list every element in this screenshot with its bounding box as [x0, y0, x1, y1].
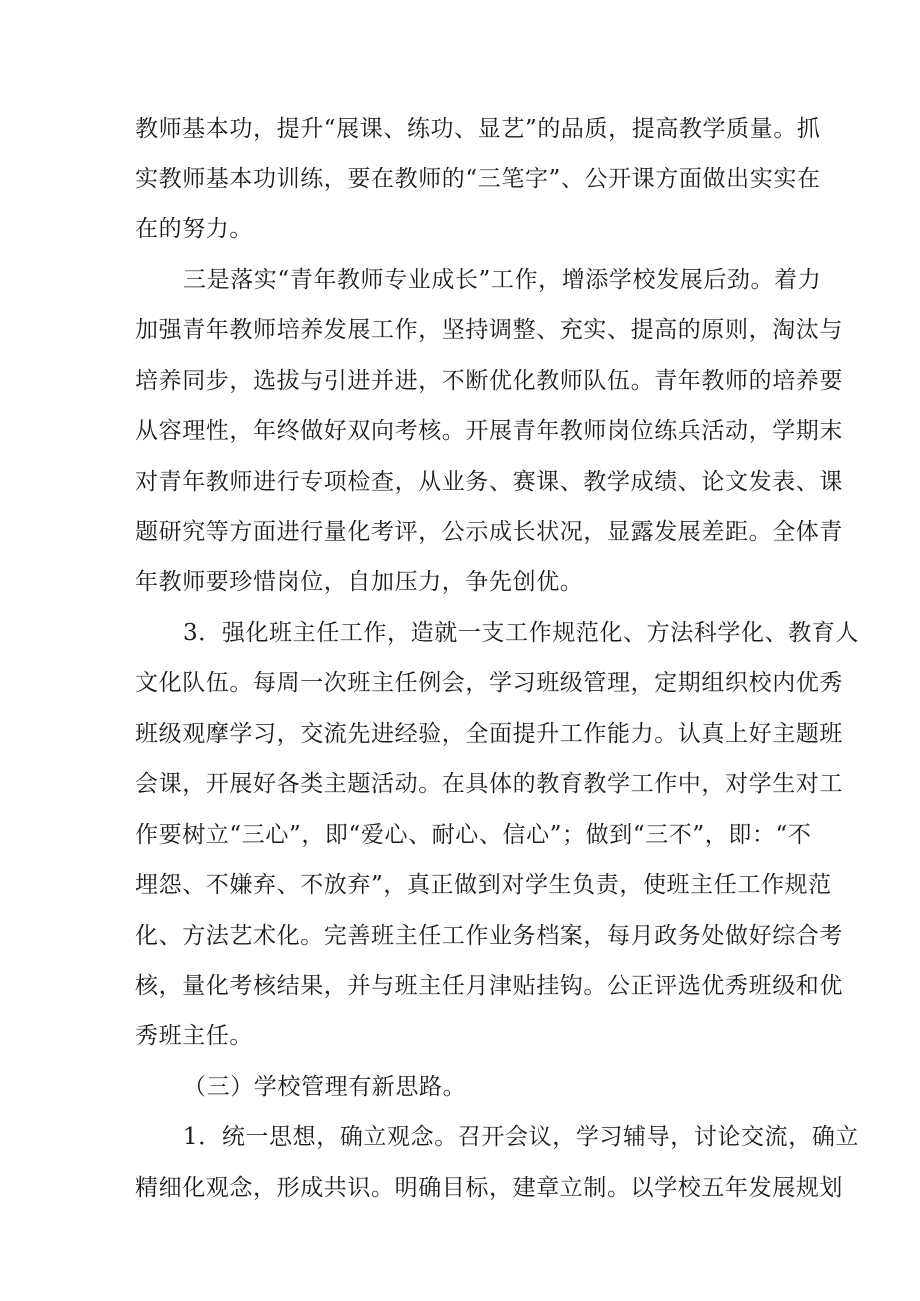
text-line: 文化队伍。每周一次班主任例会，学习班级管理，定期组织校内优秀 — [135, 670, 843, 696]
text-line: 题研究等方面进行量化考评，公示成长状况，显露发展差距。全体青 — [135, 519, 843, 545]
text-line: 对青年教师进行专项检查，从业务、赛课、教学成绩、论文发表、课 — [135, 469, 843, 495]
text-line: 作要树立“三心”，即“爱心、耐心、信心”；做到“三不”，即：“不 — [135, 822, 812, 848]
text-line: 年教师要珍惜岗位，自加压力，争先创优。 — [135, 569, 584, 595]
text-line: 化、方法艺术化。完善班主任工作业务档案，每月政务处做好综合考 — [135, 923, 843, 949]
text-line: 从容理性，年终做好双向考核。开展青年教师岗位练兵活动，学期末 — [135, 418, 843, 444]
section-heading: （三）学校管理有新思路。 — [183, 1074, 467, 1100]
text-line: 精细化观念，形成共识。明确目标，建章立制。以学校五年发展规划 — [135, 1175, 843, 1201]
text-line: 秀班主任。 — [135, 1023, 253, 1049]
text-line: 埋怨、不嫌弃、不放弃”，真正做到对学生负责，使班主任工作规范 — [135, 872, 832, 898]
text-line: 会课，开展好各类主题活动。在具体的教育教学工作中，对学生对工 — [135, 771, 843, 797]
text-line: 核，量化考核结果，并与班主任月津贴挂钩。公正评选优秀班级和优 — [135, 973, 843, 999]
text-line: 在的努力。 — [135, 216, 253, 242]
text-line: 班级观摩学习，交流先进经验，全面提升工作能力。认真上好主题班 — [135, 721, 843, 747]
text-line: 培养同步，选拔与引进并进，不断优化教师队伍。青年教师的培养要 — [135, 368, 843, 394]
text-line: 3．强化班主任工作，造就一支工作规范化、方法科学化、教育人 — [183, 620, 860, 646]
text-line: 教师基本功，提升“展课、练功、显艺”的品质，提高教学质量。抓 — [135, 116, 821, 142]
text-line: 实教师基本功训练，要在教师的“三笔字”、公开课方面做出实实在 — [135, 166, 821, 192]
text-line: 加强青年教师培养发展工作，坚持调整、充实、提高的原则，淘汰与 — [135, 317, 843, 343]
text-line: 三是落实“青年教师专业成长”工作，增添学校发展后劲。着力 — [183, 267, 822, 293]
text-line: 1．统一思想，确立观念。召开会议，学习辅导，讨论交流，确立 — [183, 1124, 860, 1150]
